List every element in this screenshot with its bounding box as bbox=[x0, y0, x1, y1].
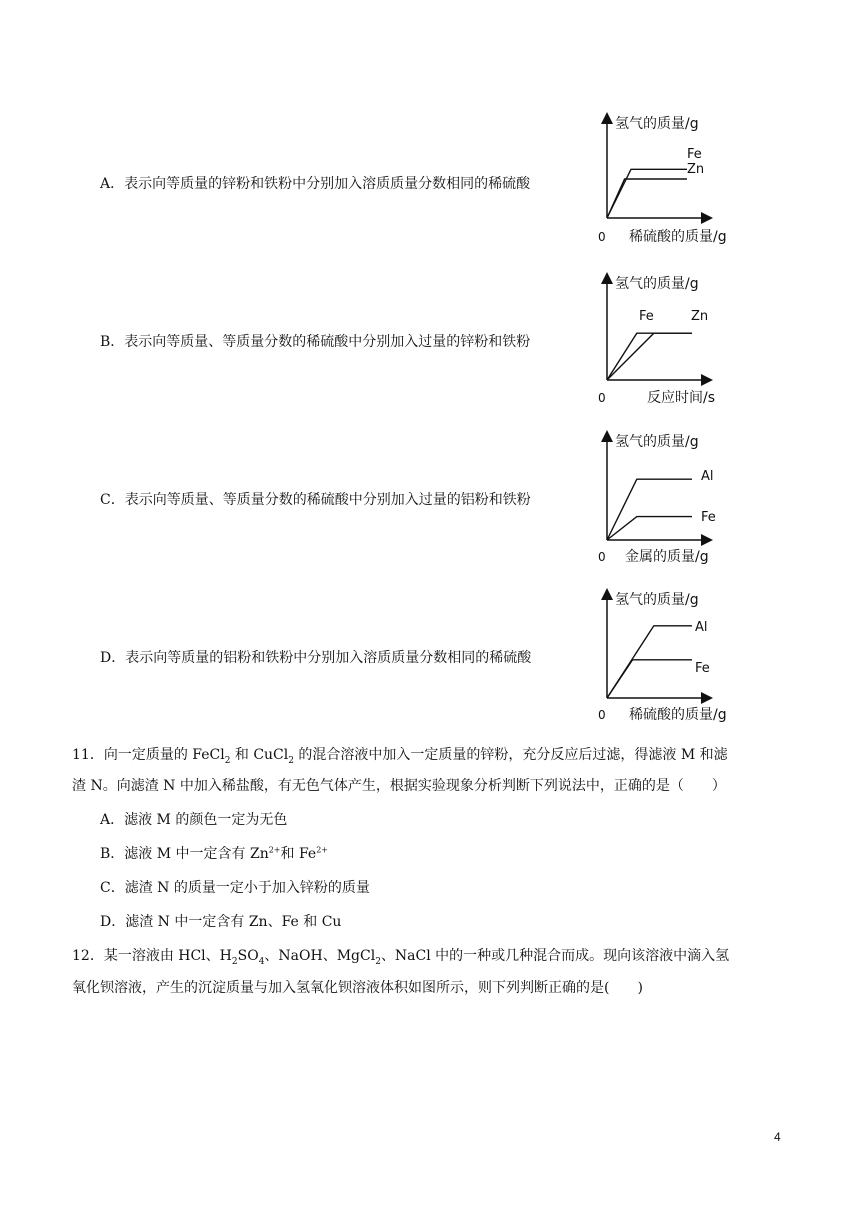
q11-option-c: C．滤渣 N 的质量一定小于加入锌粉的质量 bbox=[100, 880, 370, 896]
q11-option-d: D．滤渣 N 中一定含有 Zn、Fe 和 Cu bbox=[100, 914, 342, 930]
series-label-al: Al bbox=[695, 620, 708, 635]
origin-label: 0 bbox=[598, 708, 606, 722]
x-axis-label: 金属的质量/g bbox=[625, 549, 709, 565]
chart-b bbox=[595, 270, 745, 410]
series-line-fe bbox=[607, 333, 692, 380]
q11-option-a: A．滤液 M 的颜色一定为无色 bbox=[100, 812, 288, 828]
q12-line1-post: 、NaCl 中的一种或几种混合而成。现向该溶液中滴入氢 bbox=[380, 948, 730, 964]
option-b: B．表示向等质量、等质量分数的稀硫酸中分别加入过量的锌粉和铁粉 bbox=[100, 334, 531, 350]
q11-optb-mid: 和 Fe bbox=[280, 846, 317, 862]
series-label-fe: Fe bbox=[687, 147, 702, 162]
chart-c bbox=[595, 428, 745, 568]
q12-line1-mid2: 、NaOH、MgCl bbox=[264, 948, 376, 964]
q12-line1-mid1: SO bbox=[237, 948, 259, 964]
series-line-zn bbox=[607, 179, 687, 218]
page-number: 4 bbox=[774, 1130, 781, 1144]
series-label-fe: Fe bbox=[695, 661, 710, 676]
x-axis-label: 反应时间/s bbox=[647, 390, 716, 406]
x-axis-label: 稀硫酸的质量/g bbox=[629, 229, 727, 245]
q11-sub1: 2 bbox=[224, 755, 231, 766]
origin-label: 0 bbox=[598, 230, 606, 244]
y-axis-label: 氢气的质量/g bbox=[615, 276, 699, 292]
chart-a bbox=[595, 110, 745, 250]
series-line-fe bbox=[607, 660, 692, 698]
y-axis-label: 氢气的质量/g bbox=[615, 434, 699, 450]
chart-d bbox=[595, 586, 745, 726]
y-axis-label: 氢气的质量/g bbox=[615, 116, 699, 132]
option-c: C．表示向等质量、等质量分数的稀硫酸中分别加入过量的铝粉和铁粉 bbox=[100, 492, 531, 508]
series-label-fe: Fe bbox=[639, 309, 654, 324]
q11-line2: 渣 N。向滤渣 N 中加入稀盐酸，有无色气体产生，根据实验现象分析判断下列说法中，正确的是（ ） bbox=[72, 778, 726, 794]
q12-line1-pre: 12．某一溶液由 HCl、H bbox=[72, 948, 232, 964]
origin-label: 0 bbox=[598, 550, 606, 564]
series-line-al bbox=[607, 626, 692, 698]
series-label-zn: Zn bbox=[691, 309, 709, 324]
option-a: A．表示向等质量的锌粉和铁粉中分别加入溶质质量分数相同的稀硫酸 bbox=[100, 176, 531, 192]
q12-sub2: 4 bbox=[258, 956, 265, 967]
q12-line2: 氧化钡溶液，产生的沉淀质量与加入氢氧化钡溶液体积如图所示，则下列判断正确的是( ) bbox=[72, 980, 643, 996]
series-label-fe: Fe bbox=[701, 510, 716, 525]
q11-line1-pre: 11．向一定质量的 FeCl bbox=[72, 747, 225, 763]
series-line-fe bbox=[607, 517, 692, 540]
q11-optb-sup1: 2+ bbox=[268, 845, 281, 855]
series-label-zn: Zn bbox=[687, 162, 705, 177]
series-line-fe bbox=[607, 169, 687, 218]
series-line-zn bbox=[607, 333, 692, 380]
q12-sub1: 2 bbox=[231, 956, 238, 967]
q11-optb-pre: B．滤液 M 中一定含有 Zn bbox=[100, 846, 269, 862]
q11-line1-mid: 和 CuCl bbox=[230, 747, 289, 763]
q12-sub3: 2 bbox=[375, 956, 381, 967]
q11-optb-sup2: 2+ bbox=[316, 845, 328, 855]
q12-line1 bbox=[72, 945, 729, 967]
q11-line1 bbox=[72, 744, 728, 766]
series-label-al: Al bbox=[701, 469, 714, 484]
series-line-al bbox=[607, 479, 692, 540]
option-d: D．表示向等质量的铝粉和铁粉中分别加入溶质质量分数相同的稀硫酸 bbox=[100, 650, 532, 666]
origin-label: 0 bbox=[598, 391, 606, 405]
x-axis-label: 稀硫酸的质量/g bbox=[629, 707, 727, 723]
q11-option-b bbox=[100, 843, 328, 863]
q11-line1-post: 的混合溶液中加入一定质量的锌粉，充分反应后过滤，得滤液 M 和滤 bbox=[293, 747, 728, 763]
y-axis-label: 氢气的质量/g bbox=[615, 592, 699, 608]
q11-sub2: 2 bbox=[288, 755, 294, 766]
